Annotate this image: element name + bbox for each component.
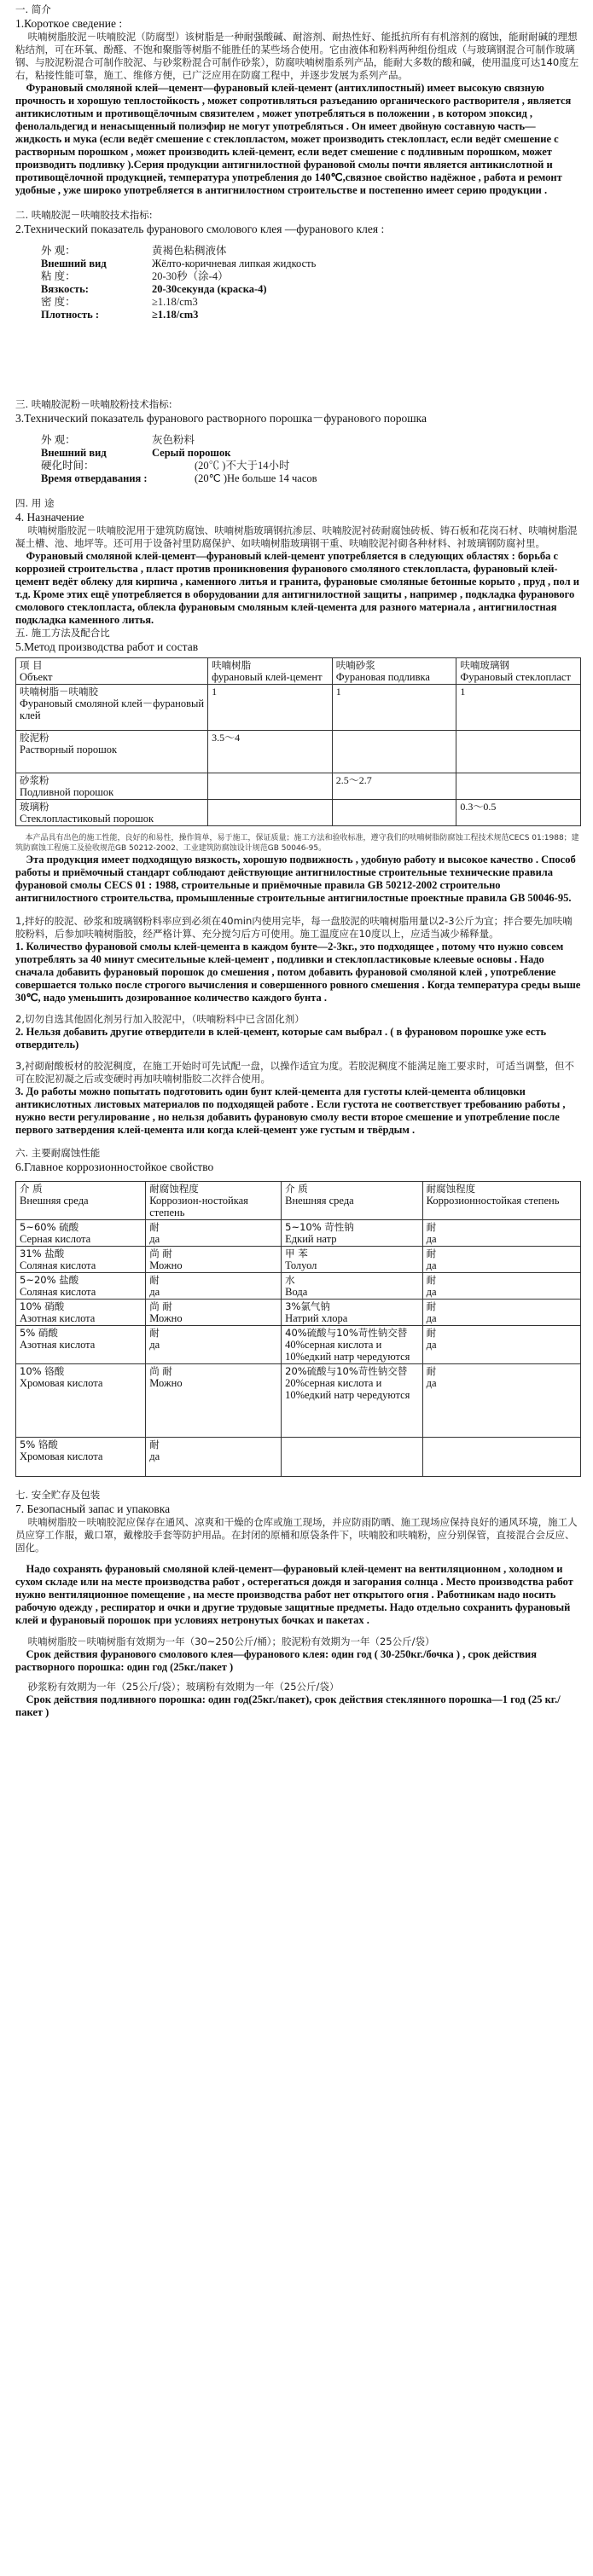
storage-body-ru: Надо сохранять фурановый смоляной клей-цемент—фурановый клей-цемент на вентиляционном , холодном и сухом складе или на месте производства работ , остерегаться дождя и загорания солнца . Место производства работ нужно вентиляционное помещение , на месте производства работ нет открытого огня . Работникам надо носить рабочую одежду , респиратор и очки и другие трудовые защитные предметы. Надо отдельно сохранить фурановый клей и фурановый порошок при условиях нетронутых бочках и пакетах . (15, 1563, 576, 1626)
section-glue-specs (15, 209, 581, 321)
table-cell (422, 1438, 580, 1477)
step-1-cn: 1,拌好的胶泥、砂浆和玻璃钢粉料率应到必须在40min内使用完毕，每一盘胶泥的呋喃树脂用量以2-3公斤为宜；拌合要先加呋喃胶粉料，后参加呋喃树脂胶，经严格计算、充分搅匀后方可使用。施工温度应在10度以上，应适当减少稀释量。 (15, 915, 573, 940)
powder-spec-appearance (41, 434, 581, 460)
resistance-title-ru: 6.Главное коррозионностойкое свойство (15, 1161, 214, 1173)
table-cell: 31% 盐酸 Соляная кислота (16, 1247, 146, 1273)
table-row (16, 1326, 581, 1364)
glue-spec-density (41, 296, 581, 321)
powder-spec-hardening (41, 460, 581, 485)
method-title-cn: 五. 施工方法及配合比 (15, 627, 110, 639)
usage-title-cn: 四. 用 途 (15, 497, 55, 509)
table-cell: 5~60% 硫酸 Серная кислота (16, 1220, 146, 1247)
table-cell (456, 773, 581, 800)
intro-body-cn: 呋喃树脂胶泥－呋喃胶泥（防腐型）该树脂是一种耐强酸碱、耐溶剂、耐热性好、能抵抗所有有机溶剂的腐蚀，能耐耐碱的理想粘结剂，可在环氧、酚醛、不饱和聚脂等树脂不能胜任的某些场合使用。它由液体和粉料两种组份组成（与玻璃钢混合可制作玻璃钢、与胶泥粉混合可制作胶泥、与砂浆粉混合可制作砂浆），防腐呋喃树脂系列产品，能耐大多数的酸和碱，使用温度可达140度左右，粘接性能可靠，施工、维修方便，已广泛应用在防腐工程中，并逐步发展为系列产品。 (15, 31, 579, 81)
step-2-ru: 2. Нельзя добавить другие отвердители в клей-цемент, которые сам выбрал . ( в фурановом порошке уже есть отвердитель) (15, 1026, 549, 1051)
spec-label-cn: 硬化时间： (41, 460, 95, 472)
table-cell (456, 731, 581, 773)
intro-body-ru: Фурановый смоляной клей—цемент—фурановый клей-цемент (антихлипостный) имеет высокую связную прочность и хорошую теплостойкость , может сопротивляться разъеданию органического растворителя , является антикислотным и противощёлочным связителем , может употребляться в положении , в котором эпоксид , фенолальдегид и ненасыщенный полиэфир не могут употребляться . Он имеет двойную составную часть—жидкость и мука (если ведёт смешение с стеклопластом, может производить стеклопласт, если ведёт смешение с растворным порошком , может производить клей-цемент, если ведет смешение с подливным порошком, может производить подливку ).Серия продукции антигнилостной фурановой смолы почти является антикислотной и противощёлочной продукцией, температура употребления до 140℃,связное свойство надёжное , работа и ремонт удобные , уже широко употребляется в антигнилостном строительстве и постепенно имеет серию продукции . (15, 82, 574, 196)
table-cell: 3%氯气钠 Натрий хлора (282, 1300, 423, 1326)
step-3-ru: 3. До работы можно попытать подготовить один бунт клей-цемента для густоты клей-цемента облицовки антикислотных листовых материалов по подходящей работе . Если густота не соответствует требованию работы , нужно вести регулирование , но нельзя добавить фурановую смолу вести второе смешение и употребление после первого затвердения клей-цемента или когда клей-цемент уже густым и твёрдым . (15, 1085, 568, 1136)
spec-label-cn: 外 观： (41, 434, 76, 446)
section-method (15, 627, 581, 905)
table-cell (282, 1438, 423, 1477)
spec-label-ru: Внешний вид (41, 258, 107, 269)
usage-body-cn: 呋喃树脂胶泥－呋喃胶泥用于建筑防腐蚀、呋喃树脂玻璃钢抗渗层、呋喃胶泥衬砖耐腐蚀砖板、铸石板和花岗石材、呋喃树脂混凝土槽、池、地坪等。还可用于设备衬里防腐保护、如呋喃树脂玻璃钢干重、呋喃胶泥衬砌各种材料、衬玻璃钢防腐衬里。 (15, 524, 578, 549)
spec-label-cn: 外 观： (41, 245, 76, 257)
standards-note-ru: Эта продукция имеет подходящую вязкость, хорошую подвижность , удобную работу и высокое качество . Способ работы и приёмочный стандарт соблюдают действующие антигнилостные строительные технические правила фурановой смолы CECS 01 : 1988, строительные и приёмочные правила GB 50212-2002 строительно антигнилостного строительства, промышленные строительные антигнилостные проектные правила GB 50046-95. (15, 854, 578, 904)
spec-label-ru: Вязкость: (41, 283, 89, 295)
table-cell: 3.5～4 (208, 731, 333, 773)
spec-label-ru: Внешний вид (41, 447, 107, 459)
spec-label-cn: 粘 度： (41, 270, 76, 282)
section-intro (15, 3, 581, 197)
section-work-steps (15, 915, 584, 1137)
shelf-life-2-ru: Срок действия подливного порошка: один год(25кг./пакет), срок действия стеклянного порошка—1 год (25 кг./пакет ) (15, 1693, 561, 1718)
resistance-title-cn: 六. 主要耐腐蚀性能 (15, 1147, 101, 1159)
table-header-cell: 呋喃树脂 фурановый клей-цемент (208, 658, 333, 685)
table-cell: 耐 да (146, 1220, 282, 1247)
table-cell: 1 (208, 685, 333, 731)
section-corrosion-resistance (15, 1147, 581, 1477)
standards-note-cn: 本产品具有出色的施工性能，良好的和易性，操作简单，易于施工，保证质量；施工方法和验收标准，遵守我们的呋喃树脂防腐蚀工程技术规范CECS 01:1988；建筑防腐蚀工程施工及验收规范GB 50212-2002、工业建筑防腐蚀设计规范GB 50046-95。 (15, 834, 579, 853)
glue-spec-viscosity (41, 270, 581, 296)
table-cell: 20%硫酸与10%苛性钠交替 20%серная кислота и 10%едкий натр чередуются (282, 1364, 423, 1438)
table-row (16, 800, 581, 826)
section-powder-specs (15, 398, 581, 485)
table-cell: 尚 耐 Можно (146, 1364, 282, 1438)
table-cell: 耐 да (146, 1438, 282, 1477)
shelf-life-1-cn: 呋喃树脂胶－呋喃树脂有效期为一年（30~250公斤/桶）；胶泥粉有效期为一年（25公斤/袋） (15, 1635, 435, 1647)
spec-value-cn: 灰色粉料 (152, 434, 195, 446)
table-cell: 40%硫酸与10%苛性钠交替 40%серная кислота и 10%едкий натр чередуются (282, 1326, 423, 1364)
table-cell: 10% 硝酸 Азотная кислота (16, 1300, 146, 1326)
step-2-cn: 2,切勿自选其他固化剂另行加入胶泥中，（呋喃粉料中已含固化剂） (15, 1013, 305, 1025)
spec-value-ru: ≥1.18/cm3 (152, 309, 199, 321)
spec-value-cn: 20-30秒（涂-4） (152, 270, 229, 282)
table-cell: 耐 да (422, 1300, 580, 1326)
table-cell (208, 800, 333, 826)
method-title-ru: 5.Метод производства работ и состав (15, 640, 199, 653)
table-cell (332, 731, 456, 773)
spec-label-ru: Плотность : (41, 309, 99, 321)
table-row (16, 773, 581, 800)
resistance-table (15, 1181, 581, 1477)
powder-specs-title-cn: 三. 呋喃胶泥粉－呋喃胶粉技术指标: (15, 398, 172, 410)
table-cell (332, 800, 456, 826)
spec-value-cn: 黄褐色粘稠液体 (152, 245, 227, 257)
step-3-cn: 3,衬砌耐酸板材的胶泥稠度，在施工开始时可先试配一盘，以操作适宜为度。若胶泥稠度不能满足施工要求时，可适当调整，但不可在胶泥初凝之后或变硬时再加呋喃树脂胶二次拌合使用。 (15, 1060, 574, 1085)
powder-specs-title-ru: 3.Технический показатель фуранового растворного порошка－фуранового порошка (15, 412, 427, 425)
table-cell: 耐 да (422, 1273, 580, 1300)
table-cell: 呋喃树脂－呋喃胶 Фурановый смоляной клей－фурановый клей (16, 685, 208, 731)
spec-value-ru: Жёлто-коричневая липкая жидкость (152, 258, 317, 269)
spec-value-ru: 20-30секунда (краска-4) (152, 283, 267, 295)
table-cell: 耐 да (422, 1326, 580, 1364)
table-header-cell: 耐腐蚀程度 Коррозион-ностойкая степень (146, 1182, 282, 1220)
shelf-life-2-cn: 砂浆粉有效期为一年（25公斤/袋）；玻璃粉有效期为一年（25公斤/袋） (15, 1681, 340, 1693)
storage-body-cn: 呋喃树脂胶－呋喃胶泥应保存在通风、凉爽和干燥的仓库或施工现场，并应防雨防晒、施工现场应保持良好的通风环境，施工人员应穿工作服，戴口罩，戴橡胶手套等防护用品。在封闭的原桶和原袋条件下，呋喃胶和呋喃粉，应分别保管，直接混合会反应、固化。 (15, 1516, 578, 1554)
spec-label-cn: 密 度： (41, 296, 76, 308)
table-row (16, 685, 581, 731)
spec-value-ru: (20℃ )Не больше 14 часов (195, 472, 317, 484)
glue-specs-title-ru: 2.Технический показатель фуранового смолового клея —фуранового клея : (15, 223, 385, 235)
table-row (16, 1220, 581, 1247)
table-header-row (16, 658, 581, 685)
table-row (16, 731, 581, 773)
table-cell: 0.3～0.5 (456, 800, 581, 826)
shelf-life-1-ru: Срок действия фуранового смолового клея—фуранового клея: один год ( 30-250кг./бочка ) , срок действия растворного порошка: один год (25кг./пакет ) (15, 1648, 540, 1673)
table-cell: 尚 耐 Можно (146, 1247, 282, 1273)
usage-title-ru: 4. Назначение (15, 511, 84, 524)
table-cell: 5% 硝酸 Азотная кислота (16, 1326, 146, 1364)
section-storage (15, 1489, 581, 1719)
table-cell: 甲 苯 Толуол (282, 1247, 423, 1273)
glue-specs-title-cn: 二. 呋喃胶泥－呋喃胶技术指标: (15, 209, 153, 221)
usage-body-ru: Фурановый смоляной клей-цемент—фурановый клей-цемент употребляется в следующих областях : борьба с коррозией строительства , пласт против проникновения фуранового смоляного стеклопласта, фурановый клей-цемент ведёт облеку для кирпича , каменного литья и гранита, фурановые смоляные бетонные корыто , пруд , пол и т.д. Кроме этих ещё употребляется в оборудовании для антигнилостной защиты , например , подкладка фуранового смолового стеклопласта, облеклa фурановым смоляным клей-цемента для разного материала , антигнилостная подкладка каменного литья. (15, 550, 583, 626)
table-cell: 耐 да (422, 1247, 580, 1273)
table-header-cell: 呋喃砂浆 Фурановая подливка (332, 658, 456, 685)
table-cell: 胶泥粉 Растворный порошок (16, 731, 208, 773)
table-cell (208, 773, 333, 800)
table-cell: 10% 铬酸 Хромовая кислота (16, 1364, 146, 1438)
table-row (16, 1247, 581, 1273)
table-cell: 5% 铬酸 Хромовая кислота (16, 1438, 146, 1477)
table-row (16, 1273, 581, 1300)
table-row (16, 1300, 581, 1326)
step-1-ru: 1. Количество фурановой смолы клей-цемента в каждом бунте—2-3кг., это подходящее , потому что нужно совсем употреблять за 40 минут смесительные клей-цемент , подливки и стеклопластиковые клеевые основы . Надо сначала добавить фурановый порошок до смешения , потом добавить фурановой смоляной клей , употребление совершается только после строгого вычисления и совершенного ровного смешения . Когда температура среды выше 30℃, надо уменьшить дозированное количество каждого бунта . (15, 941, 584, 1004)
spec-value-ru: Серый порошок (152, 447, 231, 459)
spec-value-cn: (20℃ )不大于14小时 (195, 460, 290, 472)
table-cell: 1 (332, 685, 456, 731)
table-cell: 玻璃粉 Стеклопластиковый порошок (16, 800, 208, 826)
table-header-cell: 呋喃玻璃钢 Фурановый стеклопласт (456, 658, 581, 685)
table-row (16, 1438, 581, 1477)
glue-spec-appearance (41, 245, 581, 270)
section-usage (15, 497, 581, 627)
intro-title-ru: 1.Короткое сведение : (15, 17, 123, 30)
table-cell: 耐 да (422, 1364, 580, 1438)
table-cell: 尚 耐 Можно (146, 1300, 282, 1326)
table-cell: 1 (456, 685, 581, 731)
storage-title-ru: 7. Безопасный запас и упаковка (15, 1502, 171, 1515)
table-header-cell: 介 质 Внешняя среда (282, 1182, 423, 1220)
table-row (16, 1364, 581, 1438)
table-cell: 砂浆粉 Подливной порошок (16, 773, 208, 800)
table-cell: 5~10% 苛性钠 Едкий натр (282, 1220, 423, 1247)
intro-title-cn: 一. 简介 (15, 3, 51, 15)
mix-ratio-table (15, 657, 581, 826)
table-header-row (16, 1182, 581, 1220)
table-header-cell: 耐腐蚀程度 Коррозионностойкая степень (422, 1182, 580, 1220)
table-cell: 5~20% 盐酸 Соляная кислота (16, 1273, 146, 1300)
table-header-cell: 项 目 Объект (16, 658, 208, 685)
table-cell: 耐 да (146, 1273, 282, 1300)
table-cell: 水 Вода (282, 1273, 423, 1300)
table-cell: 耐 да (422, 1220, 580, 1247)
spec-label-ru: Время отвердавания : (41, 472, 148, 484)
table-header-cell: 介 质 Внешняя среда (16, 1182, 146, 1220)
table-cell: 耐 да (146, 1326, 282, 1364)
spec-value-cn: ≥1.18/cm3 (152, 296, 198, 308)
table-cell: 2.5～2.7 (332, 773, 456, 800)
storage-title-cn: 七. 安全贮存及包装 (15, 1489, 101, 1501)
